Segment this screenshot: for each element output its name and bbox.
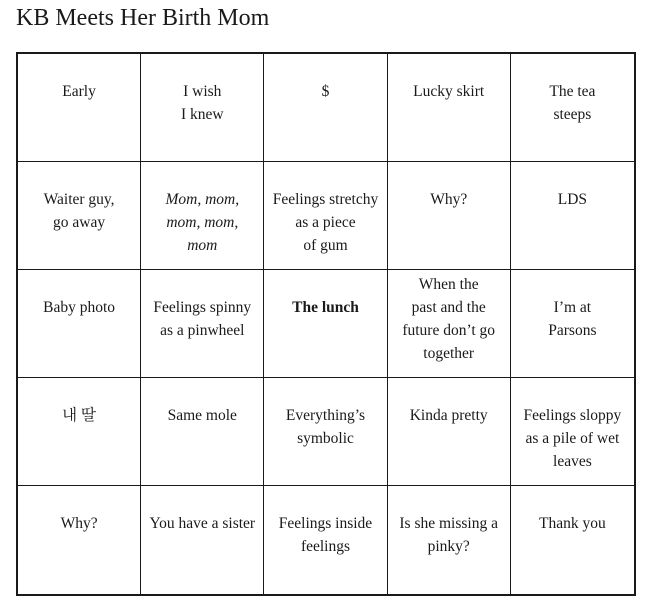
bingo-cell-text: Early <box>62 83 96 100</box>
bingo-cell-text: The tea steeps <box>549 83 596 123</box>
bingo-cell-text: Feelings inside feelings <box>278 515 373 555</box>
bingo-cell-r2-c2 <box>141 162 264 270</box>
bingo-cell-text: Waiter guy, go away <box>43 191 115 231</box>
bingo-cell-r1-c3 <box>264 54 387 162</box>
bingo-cell-text: Everything’s symbolic <box>285 407 366 447</box>
bingo-cell-text: Same mole <box>167 407 237 424</box>
bingo-cell-text: 내 딸 <box>62 407 96 424</box>
bingo-cell-text: Feelings sloppy as a pile of wet leaves <box>523 407 622 470</box>
bingo-cell-r4-c1 <box>18 378 141 486</box>
bingo-cell-text: Is she missing a pinky? <box>399 515 498 555</box>
bingo-cell-r5-c5 <box>511 486 634 594</box>
bingo-cell-text: When the past and the future don’t go together <box>402 276 496 362</box>
bingo-cell-r5-c1 <box>18 486 141 594</box>
page-title: KB Meets Her Birth Mom <box>16 5 270 31</box>
bingo-cell-r1-c5 <box>511 54 634 162</box>
bingo-cell-text: The lunch <box>292 299 359 316</box>
bingo-cell-r5-c2 <box>141 486 264 594</box>
bingo-cell-text: Lucky skirt <box>413 83 485 100</box>
bingo-cell-r3-c2 <box>141 270 264 378</box>
bingo-cell-text: I wish I knew <box>180 83 224 123</box>
bingo-cell-r2-c3 <box>264 162 387 270</box>
bingo-cell-r2-c1 <box>18 162 141 270</box>
bingo-cell-r1-c2 <box>141 54 264 162</box>
bingo-cell-text: Kinda pretty <box>409 407 488 424</box>
bingo-cell-r3-c5 <box>511 270 634 378</box>
bingo-cell-r5-c4 <box>388 486 511 594</box>
bingo-cell-r5-c3 <box>264 486 387 594</box>
bingo-cell-text: $ <box>321 83 330 100</box>
bingo-cell-text: I’m at Parsons <box>548 299 597 339</box>
bingo-cell-r4-c4 <box>388 378 511 486</box>
bingo-cell-r3-c1 <box>18 270 141 378</box>
bingo-cell-text: Baby photo <box>43 299 116 316</box>
bingo-cell-r2-c5 <box>511 162 634 270</box>
bingo-cell-r1-c1 <box>18 54 141 162</box>
bingo-cell-text: Feelings spinny as a pinwheel <box>153 299 252 339</box>
bingo-board <box>16 52 636 596</box>
bingo-cell-r1-c4 <box>388 54 511 162</box>
bingo-cell-text: LDS <box>557 191 588 208</box>
bingo-cell-text: Feelings stretchy as a piece of gum <box>272 191 379 254</box>
bingo-cell-text: Thank you <box>539 515 606 532</box>
bingo-cell-r4-c5 <box>511 378 634 486</box>
bingo-cell-text: You have a sister <box>149 515 256 532</box>
bingo-cell-r3-c4 <box>388 270 511 378</box>
bingo-cell-text: Mom, mom, mom, mom, mom <box>165 191 240 254</box>
bingo-cell-r3-c3 <box>264 270 387 378</box>
bingo-cell-r2-c4 <box>388 162 511 270</box>
bingo-cell-text: Why? <box>60 515 98 532</box>
bingo-cell-r4-c3 <box>264 378 387 486</box>
bingo-cell-text: Why? <box>430 191 468 208</box>
bingo-cell-r4-c2 <box>141 378 264 486</box>
